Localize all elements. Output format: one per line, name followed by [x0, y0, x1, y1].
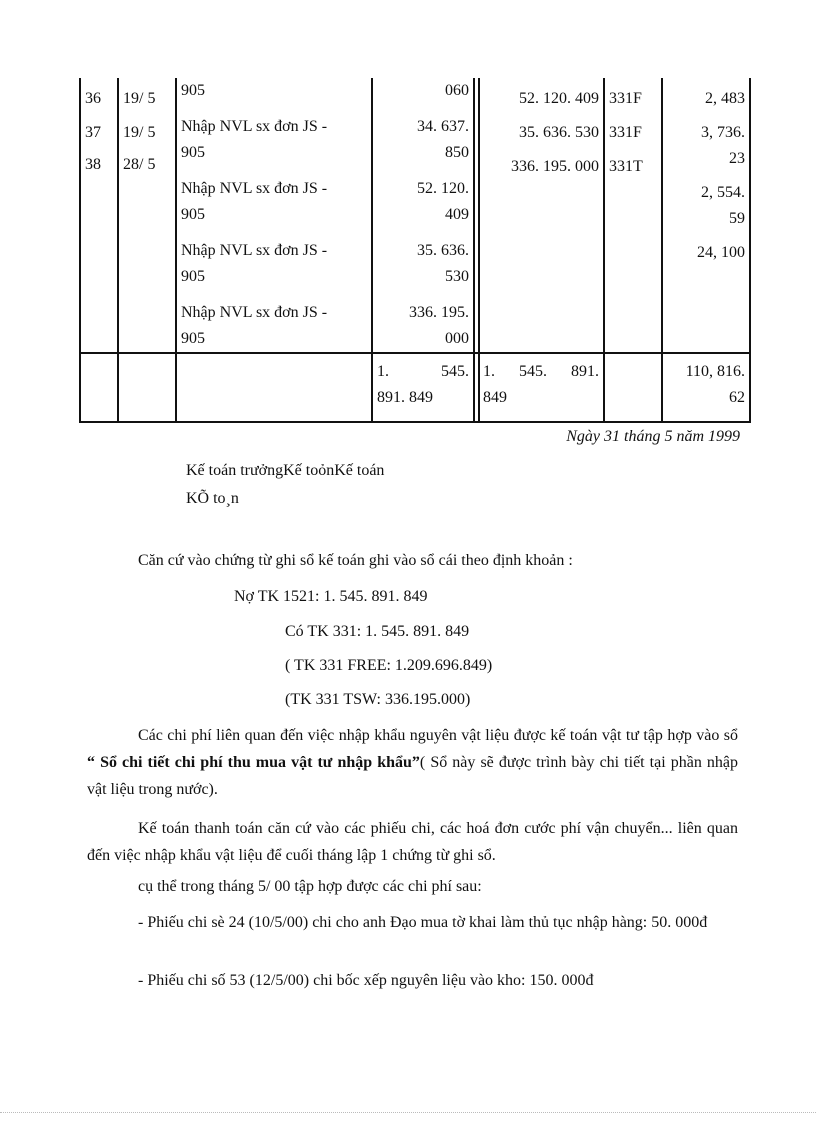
journal-entry-credit: Có TK 331: 1. 545. 891. 849: [285, 623, 470, 640]
amount-line: 336. 195.: [409, 304, 469, 321]
total-empty-cell: [118, 353, 176, 422]
total-rate-part: 62: [729, 389, 745, 406]
description-line: Nhập NVL sx đơn JS -: [181, 242, 328, 259]
total-amount2-part: 891.: [571, 363, 599, 380]
paragraph-import-costs: [87, 722, 738, 803]
total-amount2-part: 545.: [519, 363, 547, 380]
signature-title-garbled: KÕ to¸n: [186, 490, 239, 507]
rate-line: 2, 483: [705, 90, 745, 107]
paragraph-payments: Kế toán thanh toán căn cứ vào các phiếu chi, các hoá đơn cước phí vận chuyển... liên quan đến việc nhập khẩu vật liệu để cuối tháng lập 1 chứng từ ghi sổ.: [87, 820, 738, 864]
ledger-book-name: “ Sổ chi tiết chi phí thu mua vật tư nhập khẩu”: [87, 754, 420, 771]
total-rate-part: 110, 816.: [685, 363, 745, 380]
description-line: 905: [181, 330, 205, 347]
entry-date-column: [118, 78, 176, 353]
expense-item-1: - Phiếu chi sè 24 (10/5/00) chi cho anh Đạo mua tờ khai làm thủ tục nhập hàng: 50. 000đ: [138, 914, 708, 931]
entry-date: 19/ 5: [123, 90, 156, 107]
rate-column: [662, 78, 750, 353]
account-code: 331F: [609, 124, 642, 141]
rate-line: 24, 100: [697, 244, 745, 261]
account-code: 331T: [609, 158, 643, 175]
description-line: 905: [181, 206, 205, 223]
rate-line: 2, 554.: [701, 184, 745, 201]
journal-entry-tsw: (TK 331 TSW: 336.195.000): [285, 691, 471, 708]
total-rate-cell: [662, 353, 750, 422]
document-date: Ngày 31 tháng 5 năm 1999: [566, 428, 740, 445]
amount-line: 409: [445, 206, 469, 223]
rate-line: 3, 736.: [701, 124, 745, 141]
amount-total-line: 336. 195. 000: [511, 158, 599, 175]
entry-number: 36: [85, 90, 101, 107]
amount-line: 35. 636.: [417, 242, 469, 259]
ledger-body-row: [80, 78, 750, 353]
total-amount-part: 545.: [441, 363, 469, 380]
ledger-table: [79, 78, 751, 423]
description-line: Nhập NVL sx đơn JS -: [181, 118, 328, 135]
amount-line: 850: [445, 144, 469, 161]
description-line: Nhập NVL sx đơn JS -: [181, 180, 328, 197]
entry-number: 38: [85, 156, 101, 173]
paragraph-text: Các chi phí liên quan đến việc nhập khẩu nguyên vật liệu được kế toán vật tư tập hợp vào sổ: [138, 727, 738, 744]
total-amount-part: 891. 849: [377, 389, 433, 406]
paragraph-month-summary: cụ thể trong tháng 5/ 00 tập hợp được các chi phí sau:: [138, 878, 482, 895]
expense-item-2: - Phiếu chi số 53 (12/5/00) chi bốc xếp nguyên liệu vào kho: 150. 000đ: [138, 972, 594, 989]
entry-number-column: [80, 78, 118, 353]
ledger-total-row: [80, 353, 750, 422]
rate-line: 23: [729, 150, 745, 167]
total-amount2-part: 849: [483, 389, 507, 406]
total-amount-cell: [372, 353, 474, 422]
total-empty-cell: [80, 353, 118, 422]
total-amount2-cell: [474, 353, 604, 422]
description-line: 905: [181, 268, 205, 285]
account-column: [604, 78, 662, 353]
paragraph-intro: Căn cứ vào chứng từ ghi sổ kế toán ghi vào sổ cái theo định khoản :: [138, 552, 573, 569]
total-amount-part: 1.: [377, 363, 389, 380]
amount-line: 530: [445, 268, 469, 285]
amount-column: [372, 78, 474, 353]
entry-date: 19/ 5: [123, 124, 156, 141]
rate-line: 59: [729, 210, 745, 227]
description-line: Nhập NVL sx đơn JS -: [181, 304, 328, 321]
amount-total-column: [474, 78, 604, 353]
description-line: 905: [181, 144, 205, 161]
journal-entry-free: ( TK 331 FREE: 1.209.696.849): [285, 657, 493, 674]
journal-entry-debit: Nợ TK 1521: 1. 545. 891. 849: [234, 588, 428, 605]
amount-line: 000: [445, 330, 469, 347]
entry-number: 37: [85, 124, 101, 141]
total-amount2-part: 1.: [483, 363, 495, 380]
amount-total-line: 52. 120. 409: [519, 90, 599, 107]
account-code: 331F: [609, 90, 642, 107]
page-bottom-rule: [0, 1112, 816, 1113]
paragraph-text: ( Sổ này sẽ được trình bày chi tiết tại phần nhập vật liệu trong nước).: [87, 754, 738, 798]
total-empty-cell: [604, 353, 662, 422]
signature-titles: Kế toán trưởngKế toỏnKế toán: [186, 462, 385, 479]
total-empty-cell: [176, 353, 372, 422]
amount-line: 52. 120.: [417, 180, 469, 197]
entry-date: 28/ 5: [123, 156, 156, 173]
description-line: 905: [181, 82, 205, 99]
description-column: [176, 78, 372, 353]
amount-total-line: 35. 636. 530: [519, 124, 599, 141]
amount-line: 34. 637.: [417, 118, 469, 135]
amount-line: 060: [445, 82, 469, 99]
